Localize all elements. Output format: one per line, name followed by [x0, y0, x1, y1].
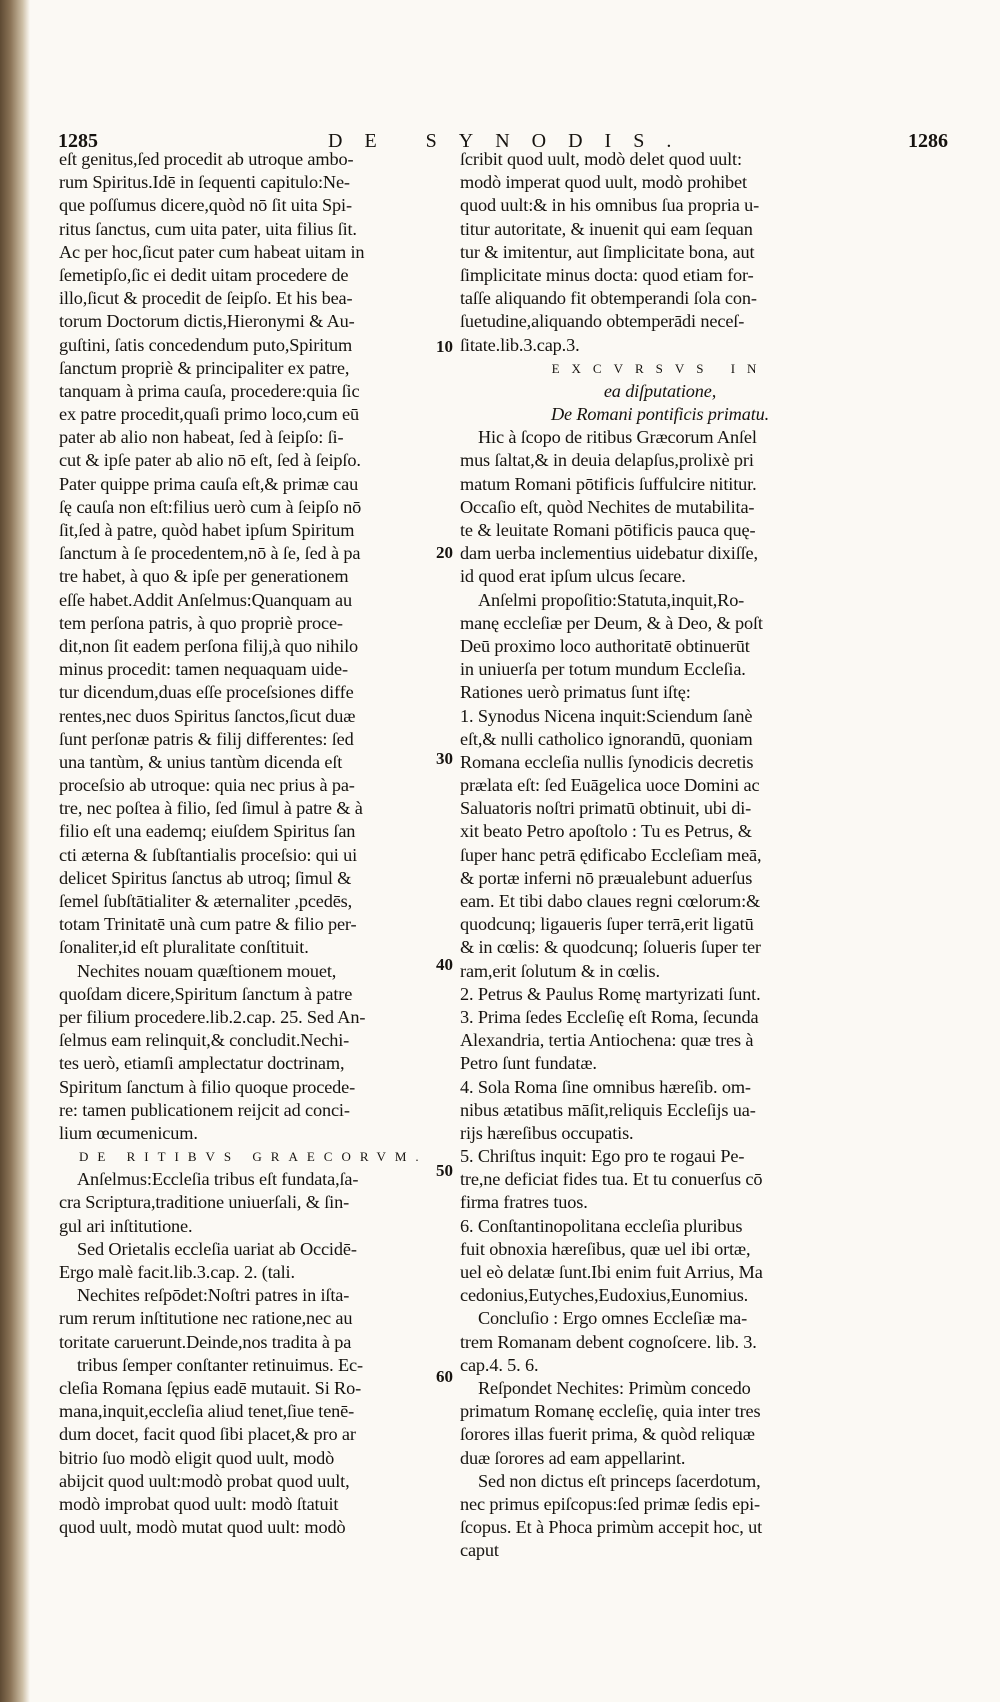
left-column-line: ſelmus eam relinquit,& concludit.Nechi-: [59, 1030, 350, 1051]
right-column-line: cedonius,Eutyches,Eudoxius,Eunomius.: [460, 1285, 749, 1306]
right-column-line: Petro ſunt fundatæ.: [460, 1053, 597, 1074]
left-column-line: dit,non ſit eadem perſona filij,à quo nihilo: [59, 635, 359, 656]
left-column-line: torum Doctorum dictis,Hieronymi & Au-: [59, 311, 355, 332]
right-column-line: De Romani pontificis primatu.: [550, 404, 770, 425]
right-column-line: tur & imitentur, aut ſimplicitate bona, aut: [460, 241, 755, 262]
right-column-line: ſuper hanc petrā ędificabo Eccleſiam meā,: [460, 844, 762, 865]
left-column-line: per filium procedere.lib.2.cap. 25. Sed An-: [59, 1006, 366, 1027]
left-column-line: Sed Orietalis eccleſia uariat ab Occidē-: [77, 1238, 357, 1259]
right-column-line: xit beato Petro apoſtolo : Tu es Petrus, &: [460, 821, 752, 842]
left-column-line: toritate caruerunt.Deinde,nos tradita à pa: [59, 1331, 352, 1352]
left-column-line: lium œcumenicum.: [59, 1122, 198, 1143]
left-column-line: DE RITIBVS GRAECORVM.: [79, 1149, 428, 1165]
right-column-line: nec primus epiſcopus:ſed primæ ſedis epi-: [460, 1493, 760, 1514]
left-column-line: ſanctum à ſe procedentem,nō à ſe, ſed à pa: [59, 543, 361, 564]
right-column-line: id quod erat ipſum ulcus ſecare.: [460, 566, 686, 587]
left-column-line: Nechites reſpōdet:Noſtri patres in iſta-: [77, 1285, 350, 1306]
right-column-line: in uniuerſa per totum mundum Eccleſia.: [460, 659, 746, 680]
right-column-line: nibus ætatibus māſit,reliquis Eccleſijs ua-: [460, 1099, 756, 1120]
right-column-line: titur autoritate, & inuenit qui eam ſequan: [460, 218, 753, 239]
left-column-line: Ac per hoc,ſicut pater cum habeat uitam in: [59, 241, 365, 262]
left-column: [59, 148, 459, 1539]
left-column-line: quoſdam dicere,Spiritum ſanctum à patre: [59, 983, 353, 1004]
line-number-marker: 10: [436, 337, 453, 356]
right-column-line: ſitate.lib.3.cap.3.: [460, 334, 580, 355]
line-number-marker: 40: [436, 955, 453, 974]
page-number-right: 1286: [908, 130, 948, 152]
left-column-line: ſemetipſo,ſic ei dedit uitam procedere de: [59, 264, 349, 285]
left-column-line: ſit,ſed à patre, quòd habet ipſum Spiritum: [59, 520, 355, 540]
left-column-line: minus procedit: tamen nequaquam uide-: [59, 659, 348, 680]
right-column-line: fuit obnoxia hæreſibus, quæ uel ibi ortæ,: [460, 1238, 751, 1259]
left-column-line: tre habet, à quo & ipſe per generationem: [59, 566, 349, 587]
right-column-line: mus ſaltat,& in deuia delapſus,prolixè pri: [460, 450, 754, 471]
left-column-line: bitrio ſuo modò eligit quod uult, modò: [59, 1447, 335, 1468]
right-column-line: Deū proximo loco authoritatē obtinuerūt: [460, 635, 750, 656]
left-column-line: dum docet, facit quod ſibi placet,& pro ar: [59, 1424, 356, 1445]
right-column-line: Occaſio eſt, quòd Nechites de mutabilita-: [460, 496, 755, 517]
line-number-marker: 50: [436, 1161, 453, 1180]
left-column-line: mana,inquit,eccleſia aliud tenet,ſiue tenē-: [59, 1401, 355, 1422]
right-column-line: caput: [460, 1540, 499, 1561]
left-column-line: cti æterna & ſubſtantialis proceſsio: qui ui: [59, 844, 358, 865]
left-column-line: rum rerum inſtitutione nec ratione,nec au: [59, 1308, 353, 1329]
right-column-line: eam. Et tibi dabo claues regni cœlorum:&: [460, 891, 761, 911]
left-column-line: gul ari inſtitutione.: [59, 1215, 193, 1236]
right-column-line: ſcribit quod uult, modò delet quod uult:: [460, 149, 742, 169]
right-column-line: duæ ſorores ad eam appellarint.: [460, 1447, 686, 1468]
right-column-line: Reſpondet Nechites: Primùm concedo: [478, 1377, 751, 1398]
right-column-line: ſimplicitate minus docta: quod etiam for-: [460, 264, 754, 285]
right-column-line: Alexandria, tertia Antiochena: quæ tres à: [460, 1030, 754, 1051]
right-column: [460, 148, 860, 1562]
right-column-line: tre,ne deficiat fides tua. Et tu conuerſus cō: [460, 1169, 763, 1190]
left-column-line: tes uerò, etiamſi amplectatur doctrinam,: [59, 1053, 345, 1074]
right-column-line: ram,erit ſolutum & in cœlis.: [460, 960, 660, 981]
left-column-line: Spiritum ſanctum à filio quoque procede-: [59, 1076, 356, 1097]
right-column-line: 2. Petrus & Paulus Romę martyrizati ſunt.: [460, 983, 761, 1004]
left-column-line: pater ab alio non habeat, ſed à ſeipſo: ſi-: [59, 427, 344, 448]
right-column-line: primatum Romanę eccleſię, quia inter tres: [460, 1401, 761, 1422]
right-column-line: Rationes uerò primatus ſunt iſtę:: [460, 682, 691, 703]
left-column-line: proceſsio ab utroque: quia nec prius à pa-: [59, 775, 355, 796]
left-column-line: ſunt perſonæ patris & filij differentes: ſed: [59, 728, 354, 749]
left-column-line: quod uult, modò mutat quod uult: modò: [59, 1517, 346, 1538]
left-column-line: guſtini, ſatis concedendum puto,Spiritum: [59, 334, 353, 355]
line-number-marker: 30: [436, 749, 453, 768]
left-column-line: modò improbat quod uult: modò ſtatuit: [59, 1493, 339, 1514]
left-column-line: abijcit quod uult:modò probat quod uult,: [59, 1470, 350, 1491]
right-column-line: manę eccleſiæ per Deum, & à Deo, & poſt: [460, 612, 763, 633]
line-number-marker: 60: [436, 1367, 453, 1386]
right-column-line: te & leuitate Romani pōtificis pauca quę-: [460, 520, 756, 540]
left-column-line: ritus ſanctus, cum uita pater, uita filius ſit.: [59, 218, 357, 239]
right-column-line: ſuetudine,aliquando obtemperādi neceſ-: [460, 311, 745, 332]
left-column-line: cra Scriptura,traditione uniuerſali, & ſin-: [59, 1192, 350, 1213]
left-column-line: Pater quippe prima cauſa eſt,& primæ cau: [59, 473, 359, 494]
left-column-line: Ergo malè facit.lib.3.cap. 2. (tali.: [59, 1262, 295, 1282]
left-column-line: illo,ſicut & procedit de ſeipſo. Et his bea-: [59, 288, 353, 309]
right-column-line: 6. Conſtantinopolitana eccleſia pluribus: [460, 1215, 743, 1236]
right-column-line: ea diſputatione,: [603, 380, 717, 401]
right-column-line: 4. Sola Roma ſine omnibus hæreſib. om-: [460, 1076, 751, 1097]
right-column-line: trem Romanam debent cognoſcere. lib. 3.: [460, 1331, 757, 1352]
right-column-line: dam uerba inclementius uidebatur dixiſſe,: [460, 543, 758, 564]
left-column-line: re: tamen publicationem reijcit ad conci-: [59, 1099, 350, 1120]
left-column-line: cut & ipſe pater ab alio nō eſt, ſed à ſeipſo.: [59, 450, 361, 471]
right-column-line: quod uult:& in his omnibus ſua propria u-: [460, 195, 760, 216]
page-number-left: 1285: [58, 130, 98, 152]
left-column-line: tem perſona patris, à quo propriè proce-: [59, 612, 343, 633]
right-column-line: 5. Chriſtus inquit: Ego pro te rogaui Pe-: [460, 1146, 745, 1167]
right-column-line: Saluatoris noſtri primatū obtinuit, ubi di-: [460, 798, 752, 819]
right-column-line: rijs hæreſibus occupatis.: [460, 1122, 634, 1143]
left-column-line: tre, nec poſtea à filio, ſed ſimul à patre & à: [59, 798, 363, 819]
left-column-line: tur dicendum,duas eſſe proceſsiones diffe: [59, 682, 354, 703]
left-column-line: ſemel ſubſtātialiter & æternaliter ,pcedēs,: [59, 891, 353, 911]
right-column-line: modò imperat quod uult, modò prohibet: [460, 172, 747, 193]
left-column-line: delicet Spiritus ſanctus ab utroq; ſimul &: [59, 867, 352, 888]
left-column-line: rum Spiritus.Idē in ſequenti capitulo:Ne-: [59, 172, 350, 193]
left-column-line: ſę cauſa non eſt:filius uerò cum à ſeipſo nō: [59, 496, 362, 517]
right-column-line: Romana eccleſia nullis ſynodicis decretis: [460, 751, 754, 772]
left-column-line: ſonaliter,id eſt pluralitate conſtituit.: [59, 937, 309, 958]
right-column-line: Hic à ſcopo de ritibus Græcorum Anſel: [478, 427, 757, 448]
line-number-marker: 20: [436, 543, 453, 562]
right-column-line: 1. Synodus Nicena inquit:Sciendum ſanè: [460, 705, 753, 726]
right-column-line: ſorores illas fuerit prima, & quòd reliquæ: [460, 1424, 755, 1445]
right-column-line: cap.4. 5. 6.: [460, 1354, 539, 1375]
left-column-line: rentes,nec duos Spiritus ſanctos,ſicut duæ: [59, 705, 356, 726]
left-column-line: Nechites nouam quæſtionem mouet,: [77, 960, 337, 981]
running-title: DE SYNODIS.: [328, 130, 694, 152]
right-column-line: & portæ inferni nō præualebunt aduerſus: [460, 867, 753, 888]
left-column-line: una tantùm, & unius tantùm dicenda eſt: [59, 751, 343, 772]
right-column-line: taſſe aliquando fit obtemperandi ſola con-: [460, 288, 757, 309]
left-column-line: totam Trinitatē unà cum patre & filio per-: [59, 914, 357, 935]
right-column-line: quodcunq; ligaueris ſuper terrā,erit ligatū: [460, 914, 754, 935]
right-column-line: uel eò delatæ ſunt.Ibi enim fuit Arrius, Ma: [460, 1262, 763, 1282]
left-column-line: tribus ſemper conſtanter retinuimus. Ec-: [77, 1354, 363, 1375]
right-column-line: & in cœlis: & quodcunq; ſolueris ſuper ter: [460, 937, 761, 958]
right-column-line: matum Romani pōtificis ſuffulcire nititur.: [460, 473, 757, 494]
left-column-line: ex patre procedit,quaſi primo loco,cum eū: [59, 404, 359, 425]
right-column-line: 3. Prima ſedes Eccleſię eſt Roma, ſecunda: [460, 1006, 759, 1027]
left-column-line: que poſſumus dicere,quòd nō ſit uita Spi-: [59, 195, 352, 216]
left-column-line: cleſia Romana ſępius eadē mutauit. Si Ro-: [59, 1377, 362, 1398]
left-column-line: eſt genitus,ſed procedit ab utroque ambo-: [59, 149, 354, 169]
right-column-line: Sed non dictus eſt princeps ſacerdotum,: [478, 1470, 761, 1491]
right-column-line: eſt,& nulli catholico ignorandū, quoniam: [460, 728, 753, 749]
left-column-line: filio eſt una eademq; eiuſdem Spiritus ſan: [59, 821, 356, 842]
right-column-line: Anſelmi propoſitio:Statuta,inquit,Ro-: [478, 589, 745, 610]
left-column-line: Anſelmus:Eccleſia tribus eſt fundata,ſa-: [77, 1169, 359, 1190]
page-binding-edge: [0, 0, 30, 1702]
right-column-line: firma fratres tuos.: [460, 1192, 588, 1213]
right-column-line: Concluſio : Ergo omnes Eccleſiæ ma-: [478, 1308, 748, 1329]
right-column-line: EXCVRSVS IN: [551, 360, 769, 376]
left-column-line: ſanctum propriè & principaliter ex patre,: [59, 357, 350, 378]
right-column-line: ſcopus. Et à Phoca primùm accepit hoc, ut: [460, 1517, 763, 1538]
right-column-line: prælata eſt: ſed Euāgelica uoce Domini ac: [460, 775, 760, 796]
left-column-line: eſſe habet.Addit Anſelmus:Quanquam au: [59, 589, 352, 610]
left-column-line: tanquam à prima cauſa, procedere:quia ſic: [59, 380, 360, 401]
